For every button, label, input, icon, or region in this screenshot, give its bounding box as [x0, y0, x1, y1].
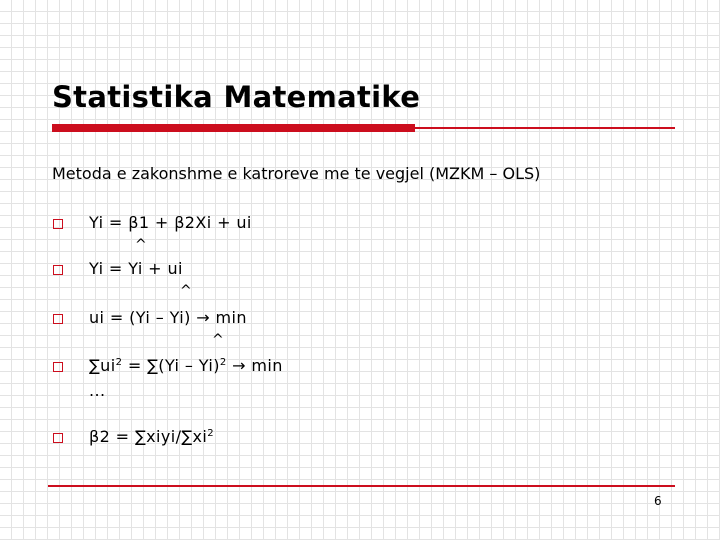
ellipsis: ... — [89, 381, 106, 400]
eq4-superscript: 2 — [115, 357, 123, 368]
footer-divider — [48, 485, 675, 487]
hat-symbol: ^ — [180, 283, 192, 299]
equation-fitted-model: Yi = Yi + ui — [89, 259, 183, 278]
slide-subtitle: Metoda e zakonshme e katroreve me te vegjel (MZKM – OLS) — [52, 164, 541, 183]
equation-residual-min: ui = (Yi – Yi) → min — [89, 308, 247, 327]
hat-symbol: ^ — [212, 332, 224, 348]
bullet-square-icon — [53, 362, 63, 372]
equation-sum-squared-residuals — [89, 356, 283, 375]
eq4-part-b: = ∑(Yi – Yi) — [122, 356, 220, 375]
bullet-square-icon — [53, 433, 63, 443]
eq5-part-a: β2 = ∑xiyi/∑xi — [89, 427, 208, 446]
title-underline-line — [415, 127, 675, 129]
page-number: 6 — [654, 494, 662, 508]
equation-regression-model: Yi = β1 + β2Xi + ui — [89, 213, 252, 232]
title-underline-bar — [52, 124, 415, 132]
slide-title: Statistika Matematike — [52, 80, 421, 114]
equation-beta2-estimator — [89, 427, 214, 446]
eq4-part-c: → min — [226, 356, 283, 375]
bullet-square-icon — [53, 314, 63, 324]
eq5-superscript: 2 — [207, 428, 215, 439]
eq4-superscript: 2 — [219, 357, 227, 368]
eq4-part-a: ∑ui — [89, 356, 116, 375]
bullet-square-icon — [53, 265, 63, 275]
bullet-square-icon — [53, 219, 63, 229]
hat-symbol: ^ — [135, 237, 147, 253]
